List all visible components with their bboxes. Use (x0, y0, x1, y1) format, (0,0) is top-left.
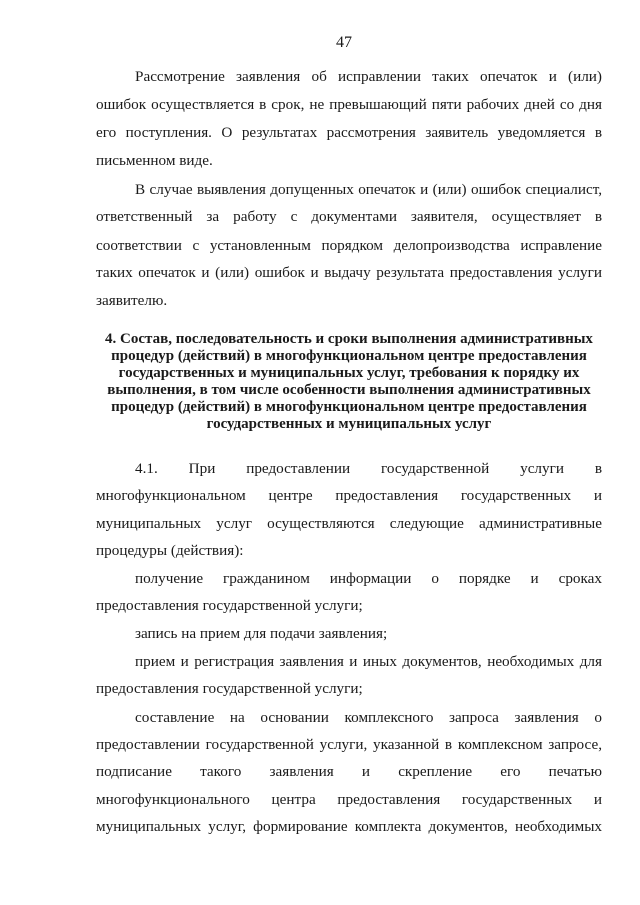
section-heading-line-1: 4. Состав, последовательность и сроки выполнения административных (105, 331, 593, 347)
list-item-3-line-1: прием и регистрация заявления и иных документов, необходимых для (135, 653, 602, 670)
paragraph-2-line-1: В случае выявления допущенных опечаток и (или) ошибок специалист, (135, 181, 602, 198)
paragraph-1-line-1: Рассмотрение заявления об исправлении таких опечаток и (или) (135, 68, 602, 85)
paragraph-4-1-line-2: многофункциональном центре предоставления государственных и (96, 487, 602, 504)
list-item-4-line-1: составление на основании комплексного запроса заявления о (135, 709, 602, 726)
list-item-4-line-2: предоставлении государственной услуги, указанной в комплексном запросе, (96, 736, 602, 753)
paragraph-4-1-line-4: процедуры (действия): (96, 542, 244, 559)
list-item-4-line-4: многофункционального центра предоставления государственных и (96, 791, 602, 808)
section-heading-line-2: процедур (действий) в многофункциональном центре предоставления (111, 348, 587, 364)
list-item-4-line-3: подписание такого заявления и скрепление его печатью (96, 763, 602, 780)
list-item-3-line-2: предоставления государственной услуги; (96, 680, 363, 697)
paragraph-1-line-4: письменном виде. (96, 152, 213, 169)
section-heading-line-5: процедур (действий) в многофункциональном центре предоставления (111, 399, 587, 415)
paragraph-2-line-5: заявителю. (96, 292, 168, 309)
section-heading-line-6: государственных и муниципальных услуг (206, 416, 492, 432)
list-item-1-line-1: получение гражданином информации о порядке и сроках (135, 570, 602, 587)
paragraph-4-1-line-1: 4.1. При предоставлении государственной услуги в (135, 460, 602, 477)
paragraph-1-line-3: его поступления. О результатах рассмотрения заявитель уведомляется в (96, 124, 602, 141)
list-item-4-line-5: муниципальных услуг, формирование комплекта документов, необходимых (96, 818, 602, 835)
section-heading-line-3: государственных и муниципальных услуг, требования к порядку их (118, 365, 580, 381)
list-item-1-line-2: предоставления государственной услуги; (96, 597, 363, 614)
paragraph-2-line-2: ответственный за работу с документами заявителя, осуществляет в (96, 208, 602, 225)
list-item-2-line-1: запись на прием для подачи заявления; (135, 625, 388, 642)
section-heading-line-4: выполнения, в том числе особенности выполнения административных (107, 382, 591, 398)
paragraph-4-1-line-3: муниципальных услуг осуществляются следующие административные (96, 515, 602, 532)
paragraph-2-line-3: соответствии с установленным порядком делопроизводства исправление (96, 237, 602, 254)
paragraph-1-line-2: ошибок осуществляется в срок, не превышающий пяти рабочих дней со дня (96, 96, 602, 113)
page-number: 47 (336, 34, 352, 51)
paragraph-2-line-4: таких опечаток и (или) ошибок и выдачу результата предоставления услуги (96, 264, 602, 281)
